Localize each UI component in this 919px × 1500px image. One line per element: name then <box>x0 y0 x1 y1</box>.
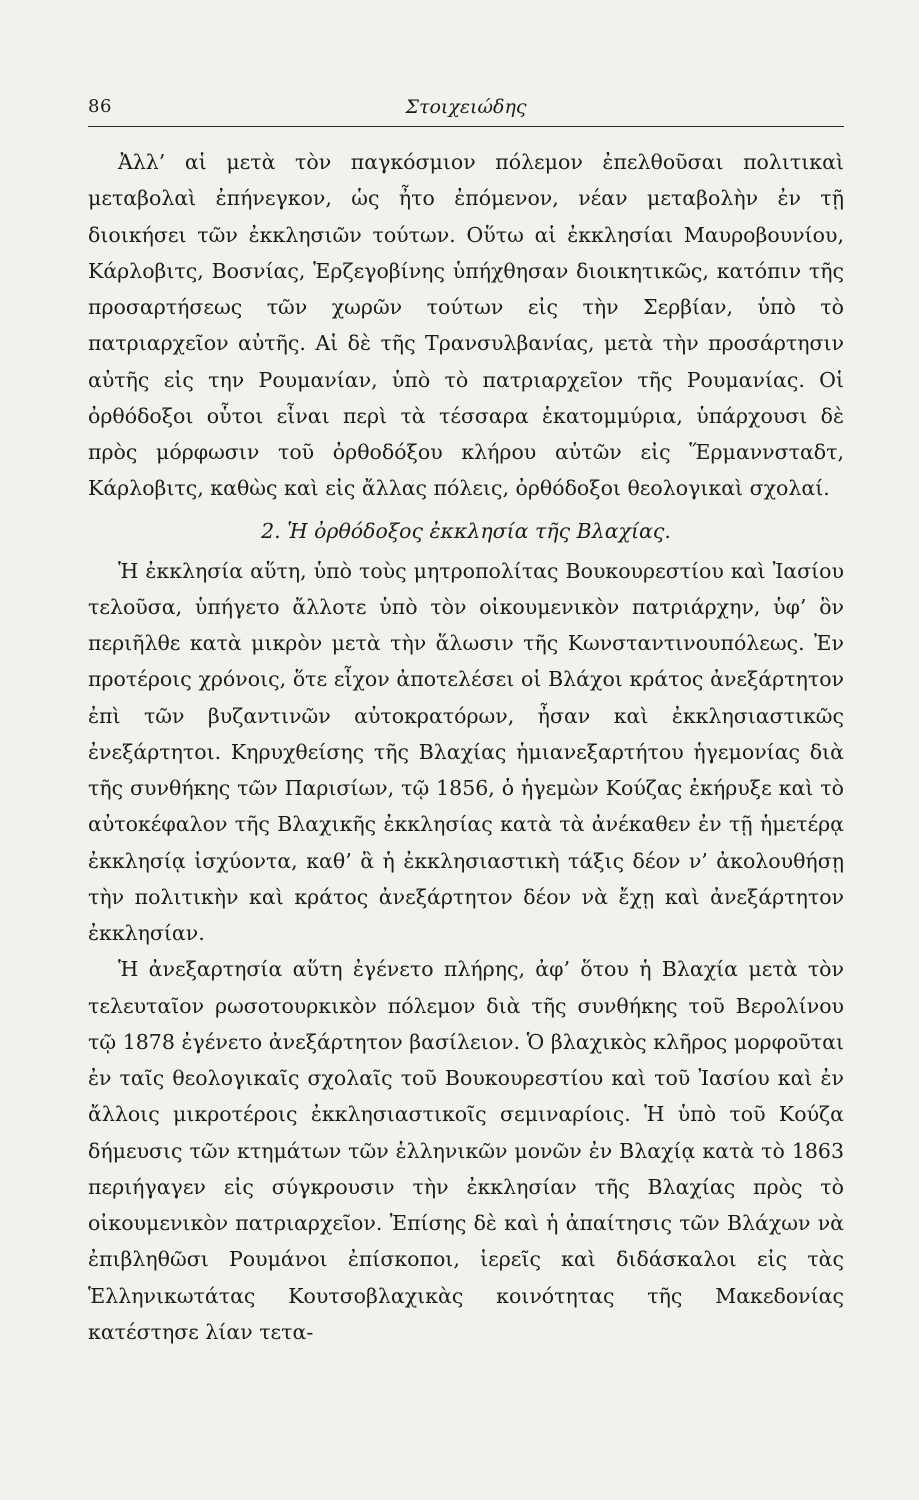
paragraph-1: Ἀλλ’ αἱ μετὰ τὸν παγκόσμιον πόλεμον ἐπελθοῦσαι πολιτικαὶ μεταβολαὶ ἐπήνεγκον, ὡς ἦτο ἐπόμενον, νέαν μεταβολὴν ἐν τῇ διοικήσει τῶν ἐκκλησιῶν τούτων. Οὕτω αἱ ἐκκλησίαι Μαυροβουνίου, Κάρλοβιτς, Βοσνίας, Ἑρζεγοβίνης ὑπήχθησαν διοικητικῶς, κατόπιν τῆς προσαρτήσεως τῶν χωρῶν τούτων εἰς τὴν Σερβίαν, ὑπὸ τὸ πατριαρχεῖον αὐτῆς. Αἱ δὲ τῆς Τρανσυλβανίας, μετὰ τὴν προσάρτησιν αὐτῆς εἰς την Ρουμανίαν, ὑπὸ τὸ πατριαρχεῖον τῆς Ρουμανίας. Οἱ ὀρθόδοξοι οὗτοι εἶναι περὶ τὰ τέσσαρα ἑκατομμύρια, ὑπάρχουσι δὲ πρὸς μόρφωσιν τοῦ ὀρθοδόξου κλήρου αὐτῶν εἰς Ἕρμαννσταδτ, Κάρλοβιτς, καθὼς καὶ εἰς ἄλλας πόλεις, ὀρθόδοξοι θεολογικαὶ σχολαί. <box>88 150 844 501</box>
page-header <box>88 96 844 122</box>
paragraph-3: Ἡ ἀνεξαρτησία αὕτη ἐγένετο πλήρης, ἀφ’ ὅτου ἡ Βλαχία μετὰ τὸν τελευταῖον ρωσοτουρκικὸν πόλεμον διὰ τῆς συνθήκης τοῦ Βερολίνου τῷ 1878 ἐγένετο ἀνεξάρτητον βασίλειον. Ὁ βλαχικὸς κλῆρος μορφοῦται ἐν ταῖς θεολογικαῖς σχολαῖς τοῦ Βουκουρεστίου καὶ τοῦ Ἰασίου καὶ ἐν ἄλλοις μικροτέροις ἐκκλησιαστικοῖς σεμιναρίοις. Ἡ ὑπὸ τοῦ Κούζα δήμευσις τῶν κτημάτων τῶν ἑλληνικῶν μονῶν ἐν Βλαχίᾳ κατὰ τὸ 1863 περιήγαγεν εἰς σύγκρουσιν τὴν ἐκκλησίαν τῆς Βλαχίας πρὸς τὸ οἰκουμενικὸν πατριαρχεῖον. Ἐπίσης δὲ καὶ ἡ ἀπαίτησις τῶν Βλάχων νὰ ἐπιβληθῶσι Ρουμάνοι ἐπίσκοποι, ἱερεῖς καὶ διδάσκαλοι εἰς τὰς Ἑλληνικωτάτας Κουτσοβλαχικὰς κοινότητας τῆς Μακεδονίας κατέστησε λίαν τετα- <box>88 957 844 1344</box>
running-title: Στοιχειώδης <box>405 96 527 118</box>
page-number: 86 <box>88 96 112 117</box>
body-text <box>88 144 844 1350</box>
header-rule <box>88 126 844 127</box>
section-heading: 2. Ἡ ὀρθόδοξος ἐκκλησία τῆς Βλαχίας. <box>261 518 671 543</box>
paragraph-2: Ἡ ἐκκλησία αὕτη, ὑπὸ τοὺς μητροπολίτας Βουκουρεστίου καὶ Ἰασίου τελοῦσα, ὑπήγετο ἄλλοτε ὑπὸ τὸν οἰκουμενικὸν πατριάρχην, ὑφ’ ὃν περιῆλθε κατὰ μικρὸν μετὰ τὴν ἅλωσιν τῆς Κωνσταντινουπόλεως. Ἐν προτέροις χρόνοις, ὅτε εἶχον ἀποτελέσει οἱ Βλάχοι κράτος ἀνεξάρτητον ἐπὶ τῶν βυζαντινῶν αὐτοκρατόρων, ἦσαν καὶ ἐκκλησιαστικῶς ἐνεξάρτητοι. Κηρυχθείσης τῆς Βλαχίας ἡμιανεξαρτήτου ἡγεμονίας διὰ τῆς συνθήκης τῶν Παρισίων, τῷ 1856, ὁ ἡγεμὼν Κούζας ἐκήρυξε καὶ τὸ αὐτοκέφαλον τῆς Βλαχικῆς ἐκκλησίας κατὰ τὰ ἀνέκαθεν ἐν τῇ ἡμετέρᾳ ἐκκλησίᾳ ἰσχύοντα, καθ’ ἃ ἡ ἐκκλησιαστικὴ τάξις δέον ν’ ἀκολουθήσῃ τὴν πολιτικὴν καὶ κράτος ἀνεξάρτητον δέον νὰ ἔχῃ καὶ ἀνεξάρτητον ἐκκλησίαν. <box>88 558 844 945</box>
